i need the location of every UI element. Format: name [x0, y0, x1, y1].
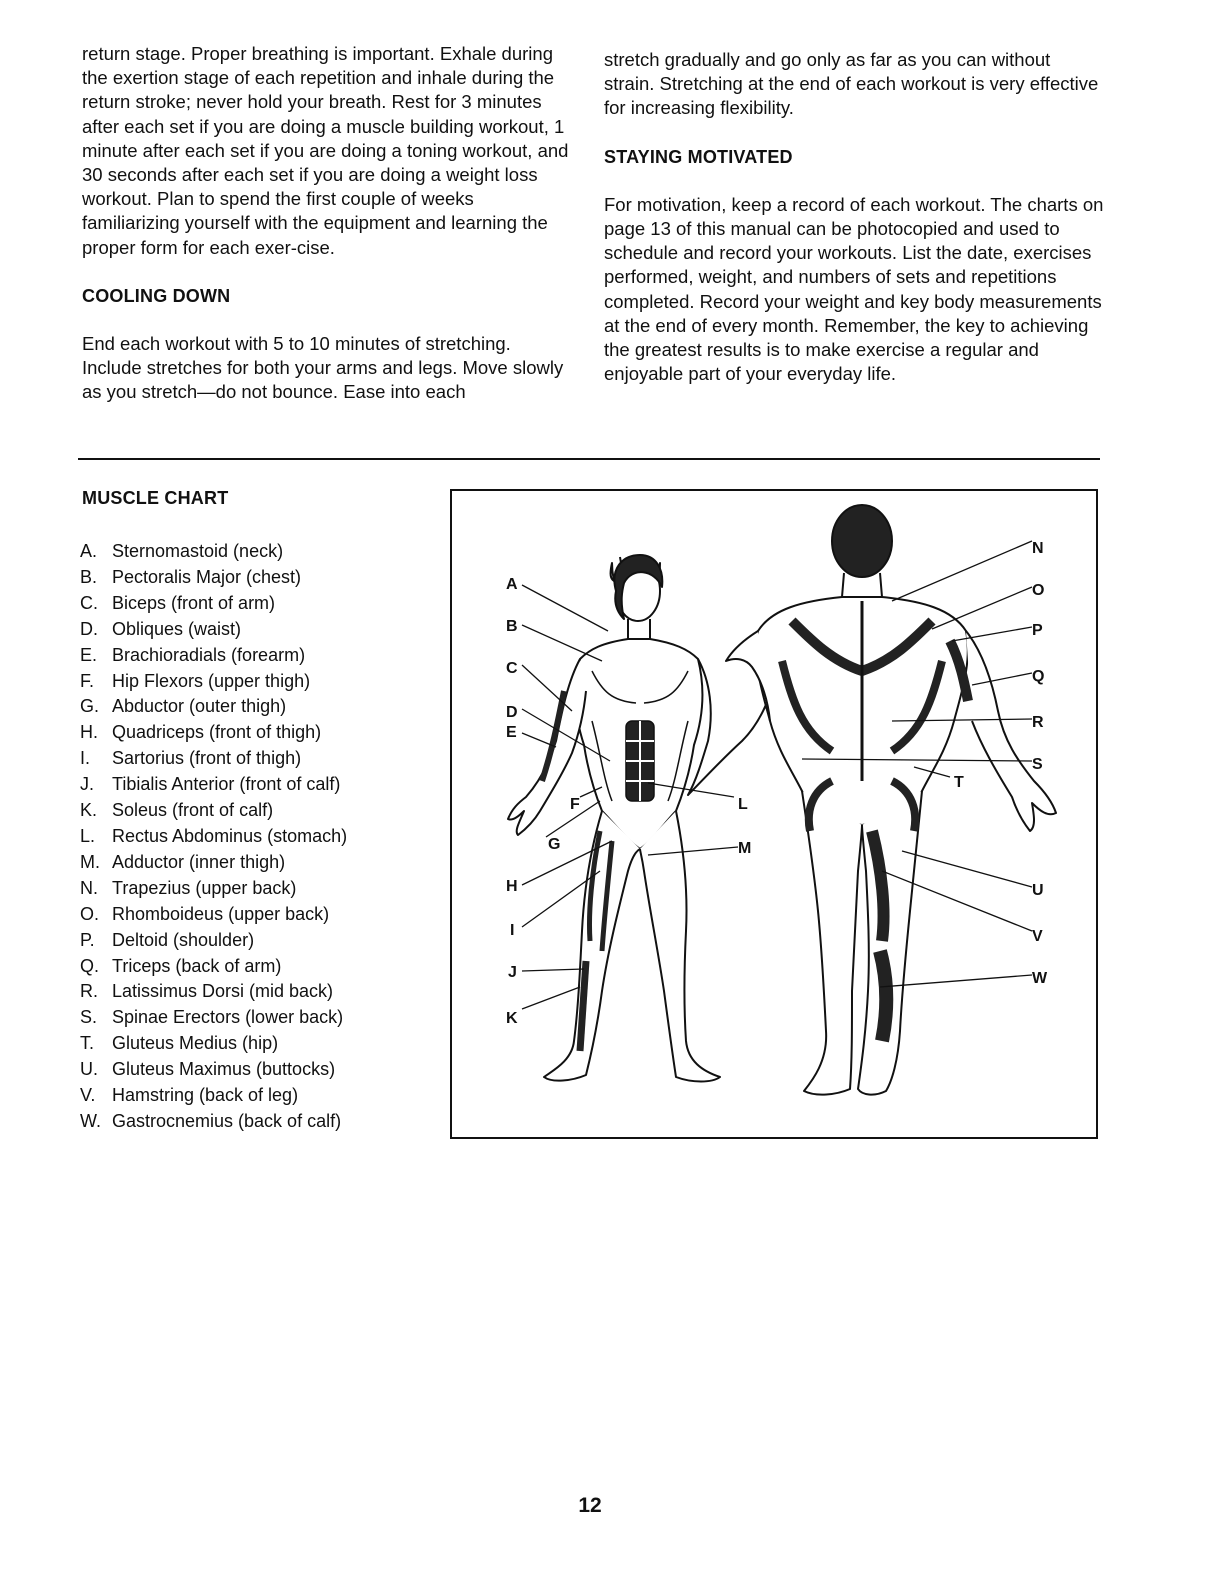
muscle-key: Q. — [80, 955, 100, 976]
muscle-key: N. — [80, 877, 98, 898]
muscle-key: F. — [80, 670, 95, 691]
right-paragraph-1: stretch gradually and go only as far as you can without strain. Stretching at the end of each workout is very effective for increasing flexibility. — [604, 49, 1099, 119]
label-S: S — [1032, 756, 1043, 773]
muscle-diagram — [450, 489, 1098, 1139]
list-item — [80, 798, 440, 824]
label-C: C — [506, 660, 518, 677]
muscle-key: W. — [80, 1110, 101, 1131]
muscle-key: E. — [80, 644, 98, 665]
muscle-key: H. — [80, 722, 98, 743]
cooling-down-heading: COOLING DOWN — [82, 285, 231, 306]
list-item — [80, 928, 440, 954]
muscle-key: O. — [80, 903, 100, 924]
label-M: M — [738, 840, 752, 857]
list-item — [80, 1031, 440, 1057]
label-N: N — [1032, 540, 1044, 557]
muscle-key: B. — [80, 566, 98, 587]
muscle-key: L. — [80, 825, 96, 846]
muscle-key: M. — [80, 851, 100, 872]
muscle-name: Brachioradials (forearm) — [112, 644, 306, 665]
muscle-key: A. — [80, 541, 98, 561]
back-figure — [726, 505, 1056, 1095]
muscle-key: U. — [80, 1059, 98, 1080]
muscle-name: Pectoralis Major (chest) — [112, 566, 302, 587]
muscle-name: Quadriceps (front of thigh) — [112, 722, 322, 743]
staying-motivated-heading: STAYING MOTIVATED — [604, 146, 793, 167]
muscle-key: C. — [80, 592, 98, 613]
list-item — [80, 565, 440, 591]
muscle-name: Sartorius (front of thigh) — [112, 748, 302, 769]
section-divider — [78, 458, 1100, 460]
list-item — [80, 772, 440, 798]
muscle-name: Hamstring (back of leg) — [112, 1085, 299, 1106]
list-item — [80, 539, 440, 565]
list-item — [80, 850, 440, 876]
right-paragraph-2: For motivation, keep a record of each workout. The charts on page 13 of this manual can be photocopied and used to schedule and record your workouts. List the date, exercises performed, weight, and numbers of sets and repetitions completed. Record your weight and key body measurements at the end of every month. Remember, the key to achieving the greatest results is to make exercise a regular and enjoyable part of your everyday life. — [604, 193, 1104, 385]
muscle-key: J. — [80, 774, 95, 795]
list-item — [80, 591, 440, 617]
muscle-chart-title: MUSCLE CHART — [82, 488, 229, 508]
list-item — [80, 824, 440, 850]
label-B: B — [506, 618, 518, 635]
front-neck — [628, 619, 650, 639]
muscle-name: Sternomastoid (neck) — [112, 541, 284, 561]
right-column — [604, 48, 1104, 386]
muscle-name: Latissimus Dorsi (mid back) — [112, 981, 334, 1002]
muscle-name: Rhomboideus (upper back) — [112, 903, 330, 924]
label-U: U — [1032, 882, 1044, 899]
list-item — [80, 694, 440, 720]
front-figure — [508, 555, 770, 1082]
list-item — [80, 954, 440, 980]
muscle-name: Hip Flexors (upper thigh) — [112, 670, 311, 691]
label-D: D — [506, 704, 518, 721]
muscle-key: D. — [80, 618, 98, 639]
anatomy-illustration — [452, 491, 1096, 1137]
left-paragraph-2: End each workout with 5 to 10 minutes of stretching. Include stretches for both your arms and legs. Move slowly as you stretch—do not bounce. Ease into each — [82, 333, 564, 403]
label-G: G — [548, 836, 561, 853]
label-I: I — [510, 922, 515, 939]
list-item — [80, 902, 440, 928]
label-K: K — [506, 1010, 518, 1027]
label-E: E — [506, 724, 517, 741]
muscle-name: Biceps (front of arm) — [112, 592, 276, 613]
label-O: O — [1032, 582, 1045, 599]
muscle-name: Spinae Erectors (lower back) — [112, 1007, 344, 1028]
list-item — [80, 1005, 440, 1031]
back-head — [832, 505, 892, 577]
muscle-key: K. — [80, 800, 98, 821]
list-item — [80, 979, 440, 1005]
back-right-arm — [966, 631, 1056, 831]
list-item — [80, 643, 440, 669]
muscle-key: S. — [80, 1007, 98, 1028]
list-item — [80, 1083, 440, 1109]
page-number: 12 — [578, 1494, 602, 1517]
back-left-leg — [802, 791, 862, 1095]
label-L: L — [738, 796, 748, 813]
muscle-name: Deltoid (shoulder) — [112, 929, 255, 950]
muscle-chart-section — [80, 488, 440, 1135]
list-item — [80, 876, 440, 902]
label-H: H — [506, 878, 518, 895]
list-item — [80, 617, 440, 643]
label-A: A — [506, 576, 518, 593]
muscle-name: Soleus (front of calf) — [112, 800, 274, 821]
label-V: V — [1032, 928, 1043, 945]
label-T: T — [954, 774, 964, 791]
muscle-name: Tibialis Anterior (front of calf) — [112, 774, 341, 795]
list-item — [80, 746, 440, 772]
label-W: W — [1032, 970, 1048, 987]
muscle-key: P. — [80, 929, 95, 950]
list-item — [80, 720, 440, 746]
label-J: J — [508, 964, 517, 981]
muscle-name: Triceps (back of arm) — [112, 955, 282, 976]
muscle-name: Obliques (waist) — [112, 618, 242, 639]
muscle-key: V. — [80, 1085, 96, 1106]
muscle-name: Gluteus Medius (hip) — [112, 1033, 279, 1054]
muscle-name: Gastrocnemius (back of calf) — [112, 1110, 342, 1131]
muscle-list — [80, 539, 440, 1135]
left-column — [82, 42, 574, 405]
muscle-name: Abductor (outer thigh) — [112, 696, 287, 717]
label-Q: Q — [1032, 668, 1045, 685]
muscle-name: Trapezius (upper back) — [112, 877, 297, 898]
left-paragraph-1: return stage. Proper breathing is important. Exhale during the exertion stage of each repetition and inhale during the return stroke; never hold your breath. Rest for 3 minutes after each set if you are doing a muscle building workout, 1 minute after each set if you are doing a toning workout, and 30 seconds after each set if you are doing a weight loss workout. Plan to spend the first couple of weeks familiarizing yourself with the equipment and learning the proper form for each exer-cise. — [82, 43, 569, 258]
muscle-name: Adductor (inner thigh) — [112, 851, 286, 872]
muscle-key: I. — [80, 748, 91, 769]
list-item — [80, 1057, 440, 1083]
list-item — [80, 669, 440, 695]
label-P: P — [1032, 622, 1043, 639]
muscle-name: Gluteus Maximus (buttocks) — [112, 1059, 336, 1080]
muscle-name: Rectus Abdominus (stomach) — [112, 825, 348, 846]
muscle-key: G. — [80, 696, 100, 717]
muscle-key: R. — [80, 981, 98, 1002]
muscle-key: T. — [80, 1033, 95, 1054]
label-F: F — [570, 796, 580, 813]
list-item — [80, 1109, 440, 1135]
label-R: R — [1032, 714, 1044, 731]
